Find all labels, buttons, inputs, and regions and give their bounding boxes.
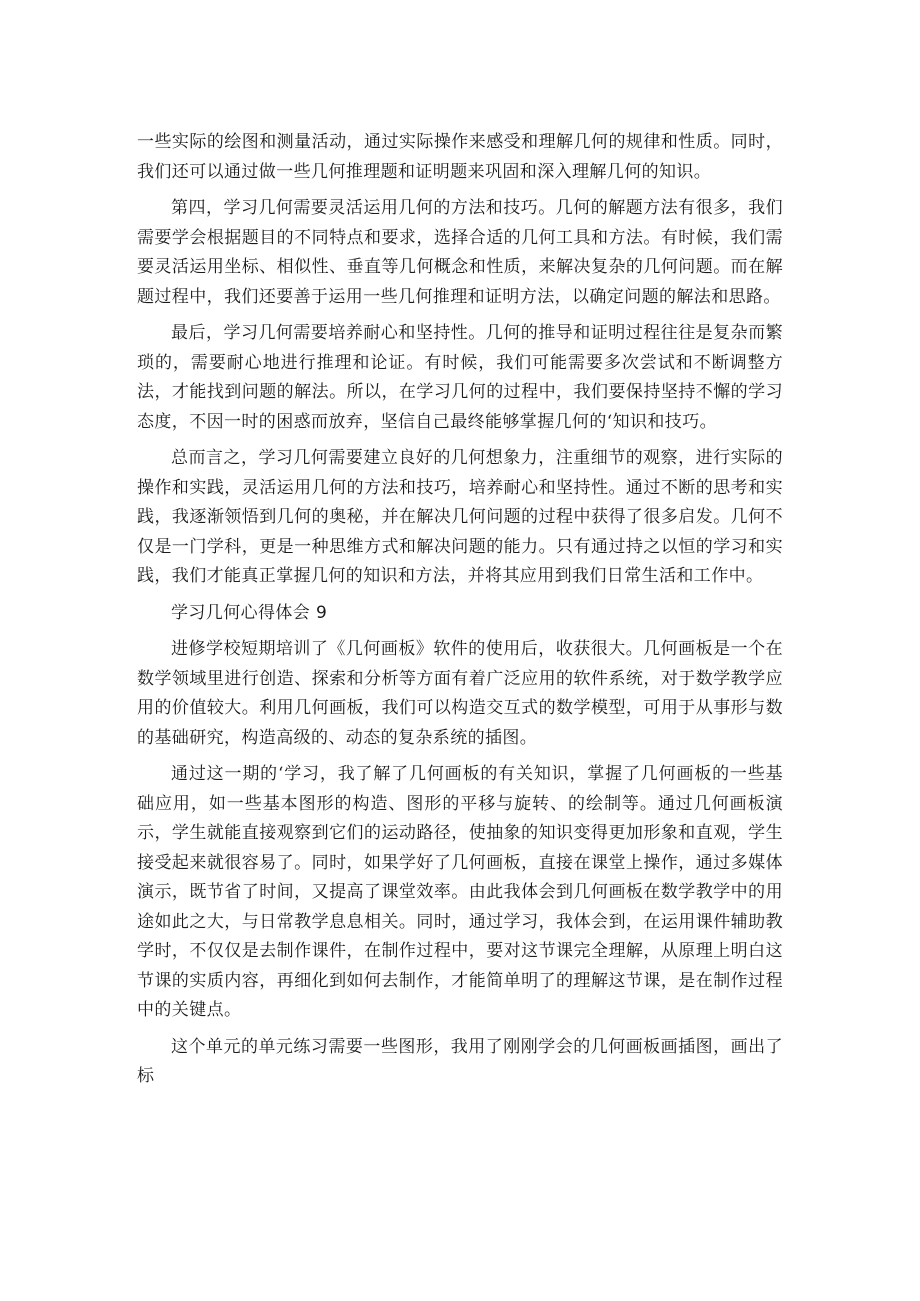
paragraph-fourth-point: 第四，学习几何需要灵活运用几何的方法和技巧。几何的解题方法有很多，我们需要学会根据题目的不同特点和要求，选择合适的几何工具和方法。有时候，我们需要灵活运用坐标、相似性、垂直等几何概念和性质，来解决复杂的几何问题。而在解题过程中，我们还要善于运用一些几何推理和证明方法，以确定问题的解法和思路。 <box>137 198 783 307</box>
paragraph-conclusion: 总而言之，学习几何需要建立良好的几何想象力，注重细节的观察，进行实际的操作和实践，灵活运用几何的方法和技巧，培养耐心和坚持性。通过不断的思考和实践，我逐渐领悟到几何的奥秘，并在解决几何问题的过程中获得了很多启发。几何不仅是一门学科，更是一种思维方式和解决问题的能力。只有通过持之以恒的学习和实践，我们才能真正掌握几何的知识和方法，并将其应用到我们日常生活和工作中。 <box>137 448 783 586</box>
section-heading: 学习几何心得体会 9 <box>171 602 328 623</box>
paragraph-training: 进修学校短期培训了《几何画板》软件的使用后，收获很大。几何画板是一个在数学领域里进行创造、探索和分析等方面有着广泛应用的软件系统，对于数学教学应用的价值较大。利用几何画板，我们可以构造交互式的数学模型，可用于从事形与数的基础研究，构造高级的、动态的复杂系统的插图。 <box>137 639 783 748</box>
document-body <box>137 128 783 1099</box>
paragraph-continuation: 一些实际的绘图和测量活动，通过实际操作来感受和理解几何的规律和性质。同时，我们还可以通过做一些几何推理题和证明题来巩固和深入理解几何的知识。 <box>137 132 783 182</box>
paragraph-finally: 最后，学习几何需要培养耐心和坚持性。几何的推导和证明过程往往是复杂而繁琐的，需要耐心地进行推理和论证。有时候，我们可能需要多次尝试和不断调整方法，才能找到问题的解法。所以，在学习几何的过程中，我们要保持坚持不懈的学习态度，不因一时的困惑而放弃，坚信自己最终能够掌握几何的‘知识和技巧。 <box>137 323 783 432</box>
paragraph-unit-exercise: 这个单元的单元练习需要一些图形，我用了刚刚学会的几何画板画插图，画出了标 <box>137 1036 783 1086</box>
paragraph-learning: 通过这一期的‘学习，我了解了几何画板的有关知识，掌握了几何画板的一些基础应用，如一些基本图形的构造、图形的平移与旋转、的绘制等。通过几何画板演示，学生就能直接观察到它们的运动路径，使抽象的知识变得更加形象和直观，学生接受起来就很容易了。同时，如果学好了几何画板，直接在课堂上操作，通过多媒体演示，既节省了时间，又提高了课堂效率。由此我体会到几何画板在数学教学中的用途如此之大，与日常教学息息相关。同时，通过学习，我体会到，在运用课件辅助教学时，不仅仅是去制作课件，在制作过程中，要对这节课完全理解，从原理上明白这节课的实质内容，再细化到如何去制作，才能简单明了的理解这节课，是在制作过程中的关键点。 <box>137 764 783 1020</box>
